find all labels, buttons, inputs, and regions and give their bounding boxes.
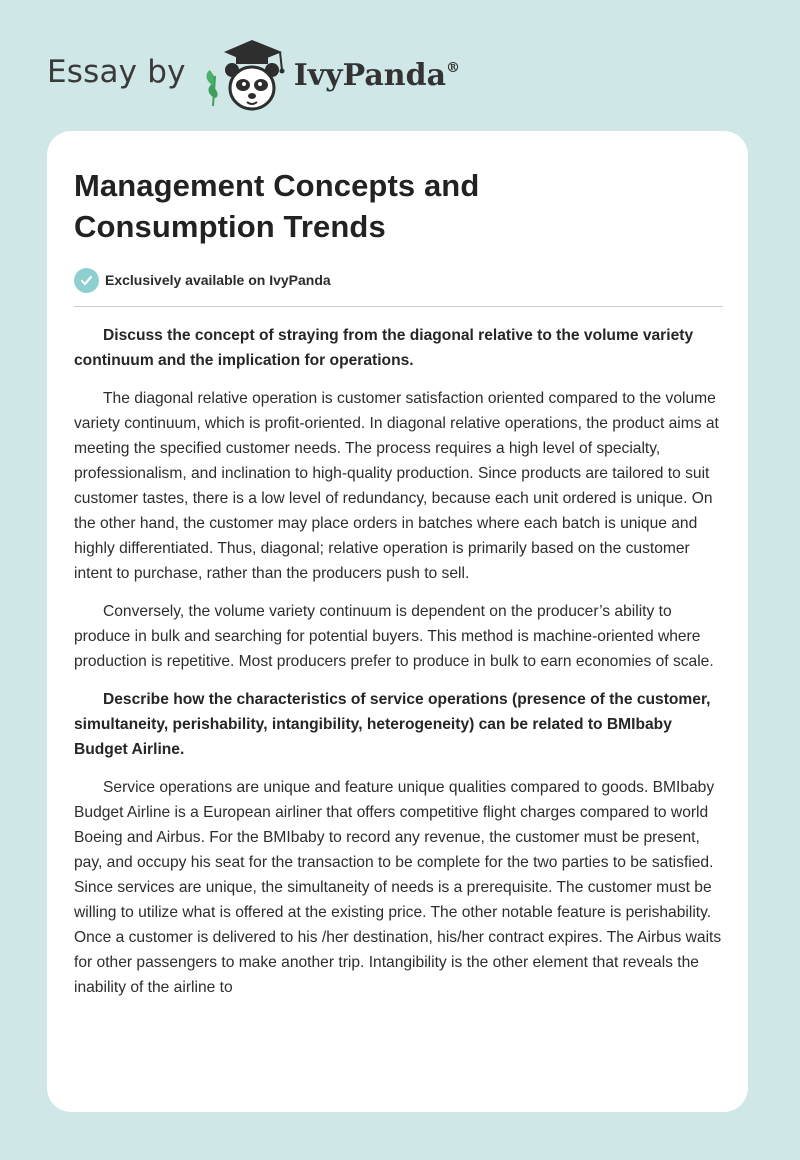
title-line-2: Consumption Trends [74,209,386,244]
ivypanda-logo-icon[interactable] [200,36,290,116]
essay-by-label: Essay by [47,54,186,90]
exclusive-badge [74,265,721,295]
question-paragraph: Discuss the concept of straying from the diagonal relative to the volume variety continuum and the implication for operations. [74,327,694,369]
body-paragraph: Service operations are unique and feature unique qualities compared to goods. BMIbaby Budget Airline is a European airliner that offers competitive flight charges compared to world Boeing and Airbus. For the BMIbaby to record any revenue, the customer must be present, pay, and occupy his seat for the transaction to be complete for the two parties to be satisfied. Since services are unique, the simultaneity of needs is a prerequisite. The customer must be willing to utilize what is offered at the existing price. The other notable feature is perishability. Once a customer is delivered to his /her destination, his/her contract expires. The Airbus waits for other passengers to make another trip. Intangibility is the other element that reveals the inability of the airline to [74,779,722,996]
body-paragraph: The diagonal relative operation is customer satisfaction oriented compared to the volume variety continuum, which is profit-oriented. In diagonal relative operations, the product aims at meeting the specified customer needs. The process requires a high level of specialty, professionalism, and inclination to high-quality production. Since products are tailored to suit customer tastes, there is a low level of redundancy, because each unit ordered is unique. On the other hand, the customer may place orders in batches where each batch is unique and highly differentiated. Thus, diagonal; relative operation is primarily based on the customer intent to purchase, rather than the producers push to sell. [74,390,719,582]
essay-card [47,131,748,1112]
article-body [74,323,723,1000]
page-title [74,165,721,247]
body-paragraph: Conversely, the volume variety continuum is dependent on the producer’s ability to produce in bulk and searching for potential buyers. This method is machine-oriented where production is repetitive. Most producers prefer to produce in bulk to earn economies of scale. [74,603,714,670]
exclusive-label: Exclusively available on IvyPanda [105,272,331,288]
brand-name[interactable]: IvyPanda® [293,57,461,93]
question-paragraph: Describe how the characteristics of service operations (presence of the customer, simultaneity, perishability, intangibility, heterogeneity) can be related to BMIbaby Budget Airline. [74,691,711,758]
check-icon [74,268,99,293]
title-line-1: Management Concepts and [74,168,480,203]
site-header [47,36,507,116]
divider [74,306,723,307]
